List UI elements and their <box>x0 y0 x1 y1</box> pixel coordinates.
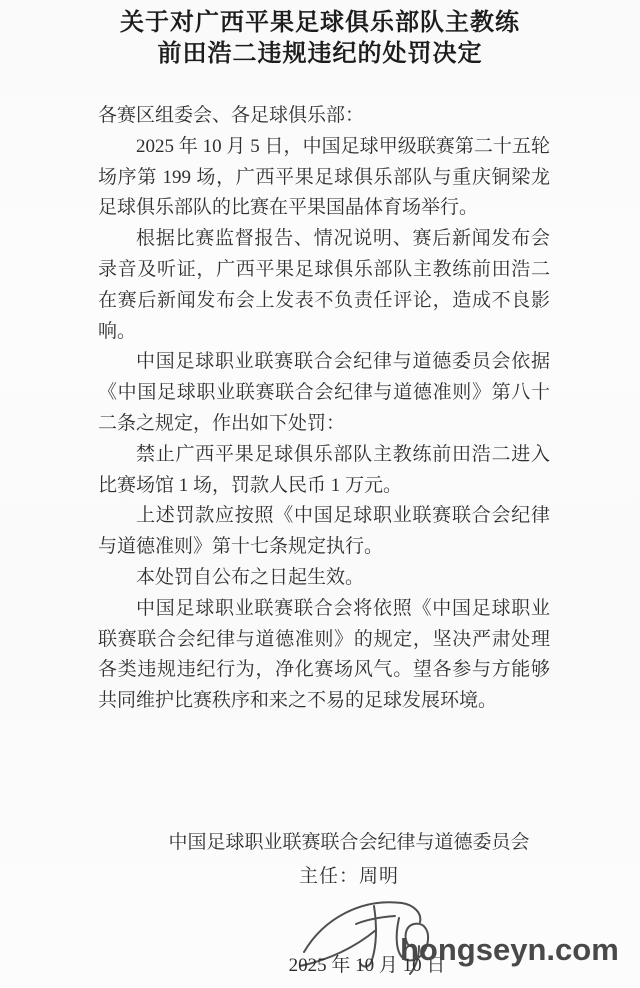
paragraph-5: 上述罚款应按照《中国足球职业联赛联合会纪律与道德准则》第十七条规定执行。 <box>98 505 550 558</box>
document-title <box>0 0 640 70</box>
document-title-line2: 前田浩二违规违纪的处罚决定 <box>157 41 483 67</box>
paragraph-4: 禁止广西平果足球俱乐部队主教练前田浩二进入比赛场馆 1 场，罚款人民币 1 万元。 <box>98 443 550 496</box>
salutation: 各赛区组委会、各足球俱乐部： <box>98 105 365 126</box>
watermark-site-name: hongseyn.com <box>400 932 619 967</box>
signoff-date: 2025 年 10 月 10 日 <box>288 955 446 976</box>
paragraph-2: 根据比赛监督报告、情况说明、赛后新闻发布会录音及听证，广西平果足球俱乐部队主教练前田浩二在赛后新闻发布会上发表不负责任评论，造成不良影响。 <box>98 228 550 342</box>
paragraph-7: 中国足球职业联赛联合会将依照《中国足球职业联赛联合会纪律与道德准则》的规定，坚决严肃处理各类违规违纪行为，净化赛场风气。望各参与方能够共同维护比赛秩序和来之不易的足球发展环境。 <box>98 597 550 712</box>
document-title-line1: 关于对广西平果足球俱乐部队主教练 <box>120 10 520 36</box>
document-body <box>98 101 550 717</box>
paragraph-6: 本处罚自公布之日起生效。 <box>136 566 365 588</box>
paragraph-3: 中国足球职业联赛联合会纪律与道德委员会依据《中国足球职业联赛联合会纪律与道德准则》第八十二条之规定，作出如下处罚： <box>98 351 550 434</box>
signoff-committee: 中国足球职业联赛联合会纪律与道德委员会 <box>168 832 530 853</box>
paragraph-1: 2025 年 10 月 5 日，中国足球甲级联赛第二十五轮场序第 199 场，广西平果足球俱乐部队与重庆铜梁龙足球俱乐部队的比赛在平果国晶体育场举行。 <box>98 135 550 219</box>
signoff-chairman: 主任：周明 <box>298 866 399 887</box>
